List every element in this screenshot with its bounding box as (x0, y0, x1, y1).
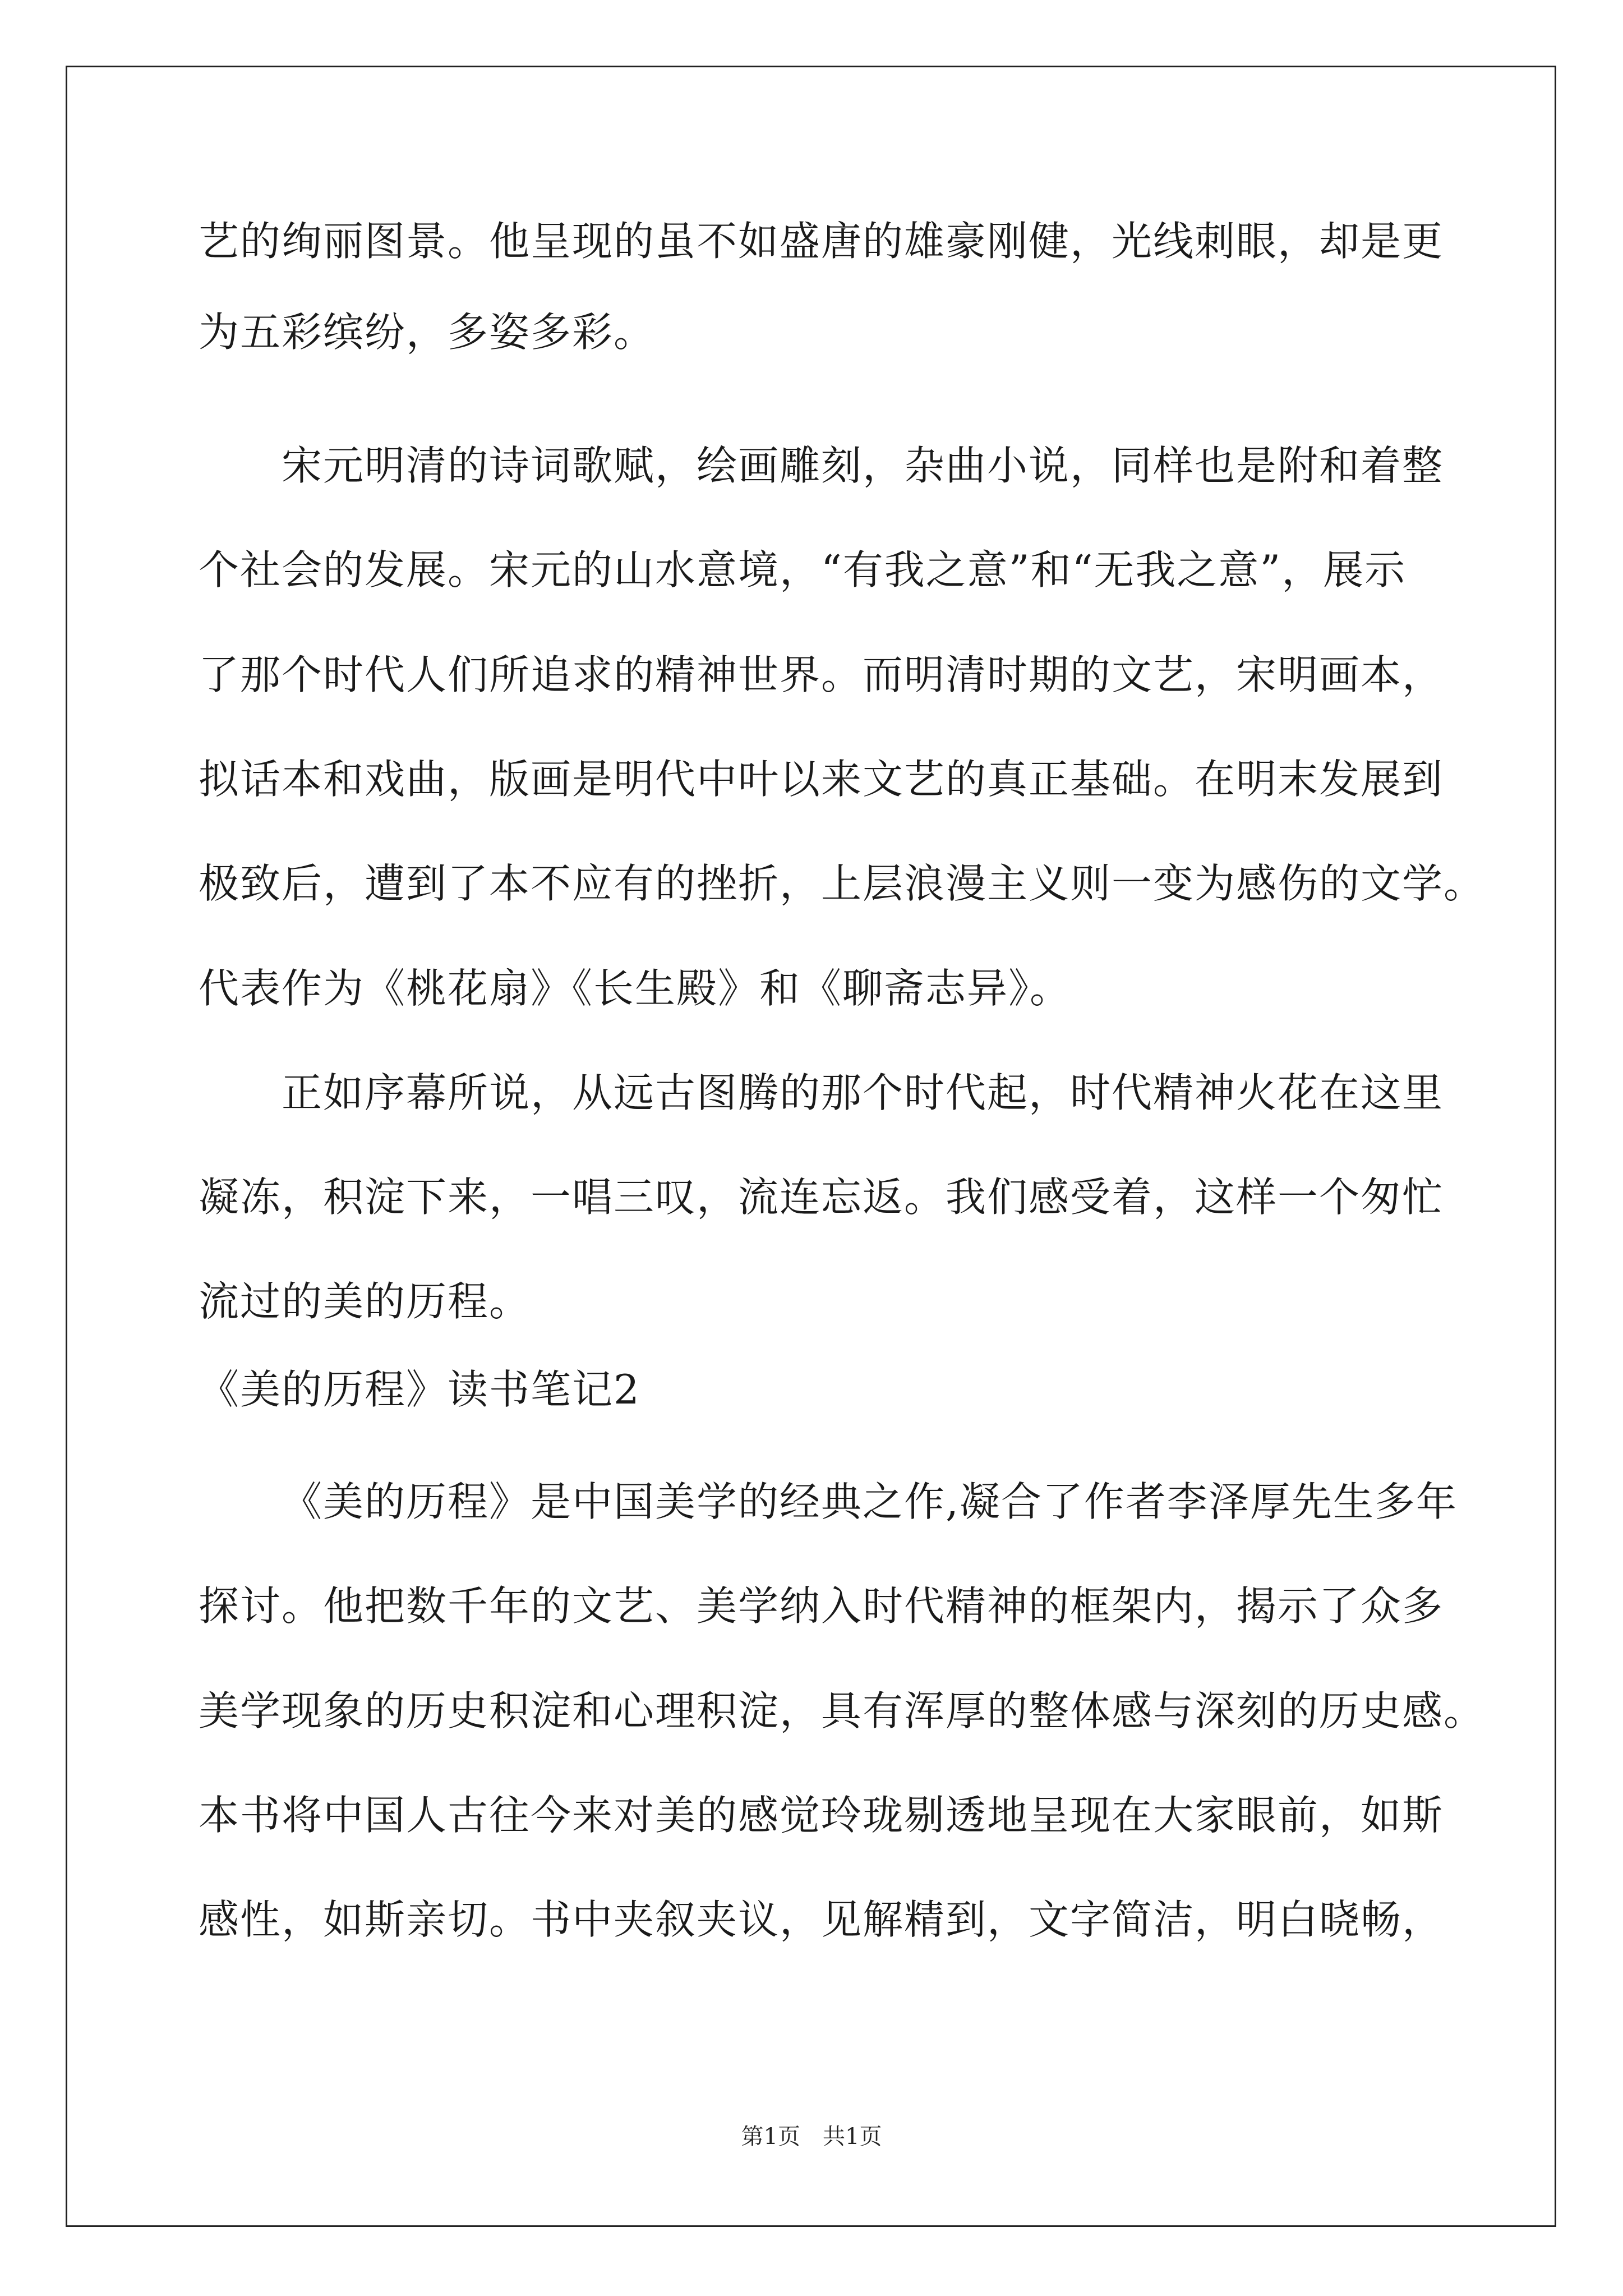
paragraph-line: 了那个时代人们所追求的精神世界。而明清时期的文艺，宋明画本， (199, 651, 1444, 698)
paragraph-line: 正如序幕所说，从远古图腾的那个时代起，时代精神火花在这里 (282, 1069, 1444, 1116)
paragraph-line: 为五彩缤纷，多姿多彩。 (199, 309, 656, 356)
paragraph-line: 宋元明清的诗词歌赋，绘画雕刻，杂曲小说，同样也是附和着整 (282, 442, 1444, 489)
section-heading: 《美的历程》读书笔记2 (199, 1366, 640, 1413)
paragraph-line: 代表作为《桃花扇》《长生殿》和《聊斋志异》。 (199, 965, 1072, 1012)
paragraph-line: 《美的历程》是中国美学的经典之作,凝合了作者李泽厚先生多年 (282, 1478, 1458, 1525)
paragraph-line: 探讨。他把数千年的文艺、美学纳入时代精神的框架内，揭示了众多 (199, 1582, 1444, 1630)
paragraph-line: 艺的绚丽图景。他呈现的虽不如盛唐的雄豪刚健，光线刺眼，却是更 (199, 218, 1444, 265)
paragraph-line: 凝冻，积淀下来，一唱三叹，流连忘返。我们感受着，这样一个匆忙 (199, 1174, 1444, 1221)
paragraph-line: 感性，如斯亲切。书中夹叙夹议，见解精到，文字简洁，明白晓畅， (199, 1896, 1444, 1943)
page-number-footer: 第1页 共1页 (741, 2124, 882, 2150)
paragraph-line: 拟话本和戏曲，版画是明代中叶以来文艺的真正基础。在明末发展到 (199, 756, 1444, 803)
paragraph-line: 本书将中国人古往今来对美的感觉玲珑剔透地呈现在大家眼前，如斯 (199, 1792, 1444, 1839)
paragraph-line: 个社会的发展。宋元的山水意境，“有我之意”和“无我之意”，展示 (199, 546, 1407, 593)
paragraph-line: 流过的美的历程。 (199, 1278, 531, 1325)
paragraph-line: 美学现象的历史积淀和心理积淀，具有浑厚的整体感与深刻的历史感。 (199, 1687, 1486, 1734)
paragraph-line: 极致后，遭到了本不应有的挫折，上层浪漫主义则一变为感伤的文学。 (199, 860, 1486, 907)
